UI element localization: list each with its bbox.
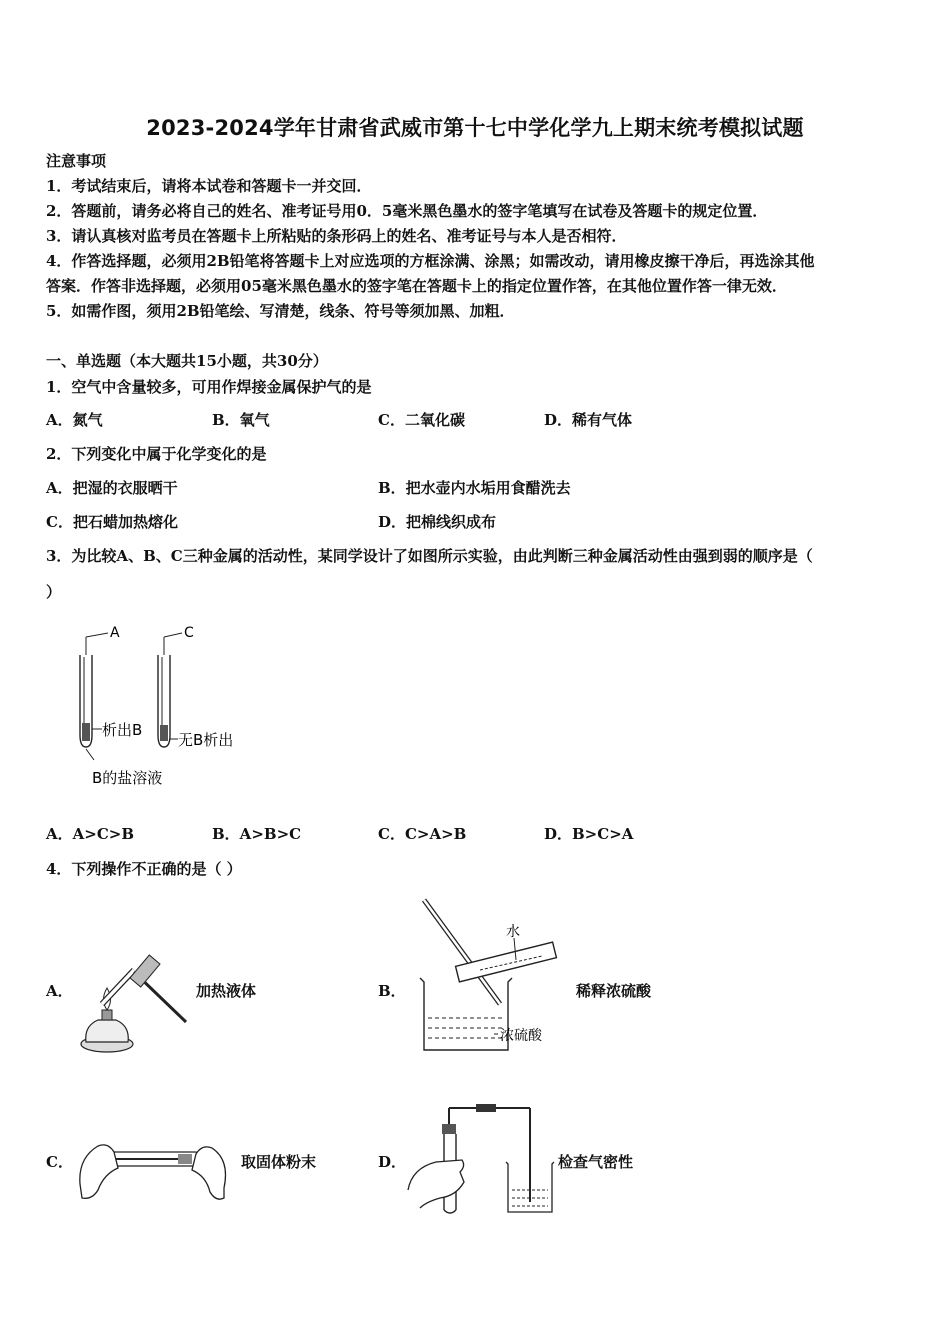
q4-option-b-letter[interactable]: B．: [378, 982, 406, 1000]
q3-option-a[interactable]: A．A>C>B: [46, 825, 135, 843]
notice-item: 2．答题前，请务必将自己的姓名、准考证号用0．5毫米黑色墨水的签字笔填写在试卷及答题卡的规定位置．: [46, 202, 768, 220]
question-stem-1: 1．空气中含量较多，可用作焊接金属保护气的是: [46, 378, 372, 396]
water-label: 水: [506, 924, 520, 940]
q4-option-a-letter[interactable]: A．: [46, 982, 73, 1000]
notice-item: 5．如需作图，须用2B铅笔绘、写清楚，线条、符号等须加黑、加粗．: [46, 302, 515, 320]
section-heading: 一、单选题（本大题共15小题，共30分）: [46, 352, 328, 370]
tube-c-label: C: [184, 625, 194, 641]
tube-a-note: 析出B: [102, 721, 143, 739]
question-stem-4: 4．下列操作不正确的是（ ）: [46, 860, 242, 878]
page-title: 2023-2024学年甘肃省武威市第十七中学化学九上期末统考模拟试题: [146, 116, 804, 140]
q4-option-d-caption: 检查气密性: [558, 1153, 634, 1171]
airtightness-figure: [406, 1098, 556, 1216]
notice-item: 4．作答选择题，必须用2B铅笔将答题卡上对应选项的方框涂满、涂黑；如需改动，请用橡皮擦干净后，再选涂其他: [46, 252, 815, 270]
test-tube-holder-icon: [102, 955, 186, 1022]
beaker-icon: [420, 978, 512, 1050]
question-stem-2: 2．下列变化中属于化学变化的是: [46, 445, 267, 463]
q1-option-a[interactable]: A．氮气: [46, 411, 103, 429]
q3-option-d[interactable]: D．B>C>A: [544, 825, 634, 843]
q1-option-c[interactable]: C．二氧化碳: [378, 411, 465, 429]
q4-option-a-caption: 加热液体: [196, 982, 257, 1000]
q3-option-b[interactable]: B．A>B>C: [212, 825, 302, 843]
q2-option-d[interactable]: D．把棉线织成布: [378, 513, 497, 531]
question-stem-3-end: ）: [46, 583, 62, 601]
test-tube-c-icon: [158, 633, 182, 747]
q4-option-c-caption: 取固体粉末: [241, 1153, 317, 1171]
solution-label: B的盐溶液: [92, 769, 163, 787]
q4-option-c-letter[interactable]: C．: [46, 1153, 73, 1171]
solid-powder-figure: [74, 1138, 234, 1208]
tube-a-label: A: [110, 625, 120, 641]
notice-heading: 注意事项: [46, 152, 107, 170]
q4-option-b-caption: 稀释浓硫酸: [576, 982, 652, 1000]
dilute-acid-figure: [410, 896, 570, 1056]
heating-liquid-figure: [72, 948, 192, 1060]
notice-item: 1．考试结束后，请将本试卷和答题卡一并交回．: [46, 177, 372, 195]
q2-option-a[interactable]: A．把湿的衣服晒干: [46, 479, 178, 497]
q2-option-b[interactable]: B．把水壶内水垢用食醋洗去: [378, 479, 571, 497]
q3-option-c[interactable]: C．C>A>B: [378, 825, 467, 843]
glass-rod-icon: [424, 900, 500, 1004]
q1-option-d[interactable]: D．稀有气体: [544, 411, 633, 429]
notice-item: 3．请认真核对监考员在答题卡上所粘贴的条形码上的姓名、准考证号与本人是否相符．: [46, 227, 627, 245]
q1-option-b[interactable]: B．氧气: [212, 411, 270, 429]
q2-option-c[interactable]: C．把石蜡加热熔化: [46, 513, 178, 531]
left-hand-icon: [80, 1145, 118, 1198]
tube-c-note: 无B析出: [178, 731, 234, 749]
q4-option-d-letter[interactable]: D．: [378, 1153, 407, 1171]
right-hand-icon: [192, 1147, 226, 1199]
question-stem-3: 3．为比较A、B、C三种金属的活动性，某同学设计了如图所示实验，由此判断三种金属活动性由强到弱的顺序是（: [46, 547, 813, 565]
acid-label: 浓硫酸: [500, 1028, 542, 1044]
q3-test-tube-figure: [70, 615, 270, 795]
notice-item: 答案．作答非选择题，必须用05毫米黑色墨水的签字笔在答题卡上的指定位置作答，在其他位置作答一律无效．: [46, 277, 787, 295]
